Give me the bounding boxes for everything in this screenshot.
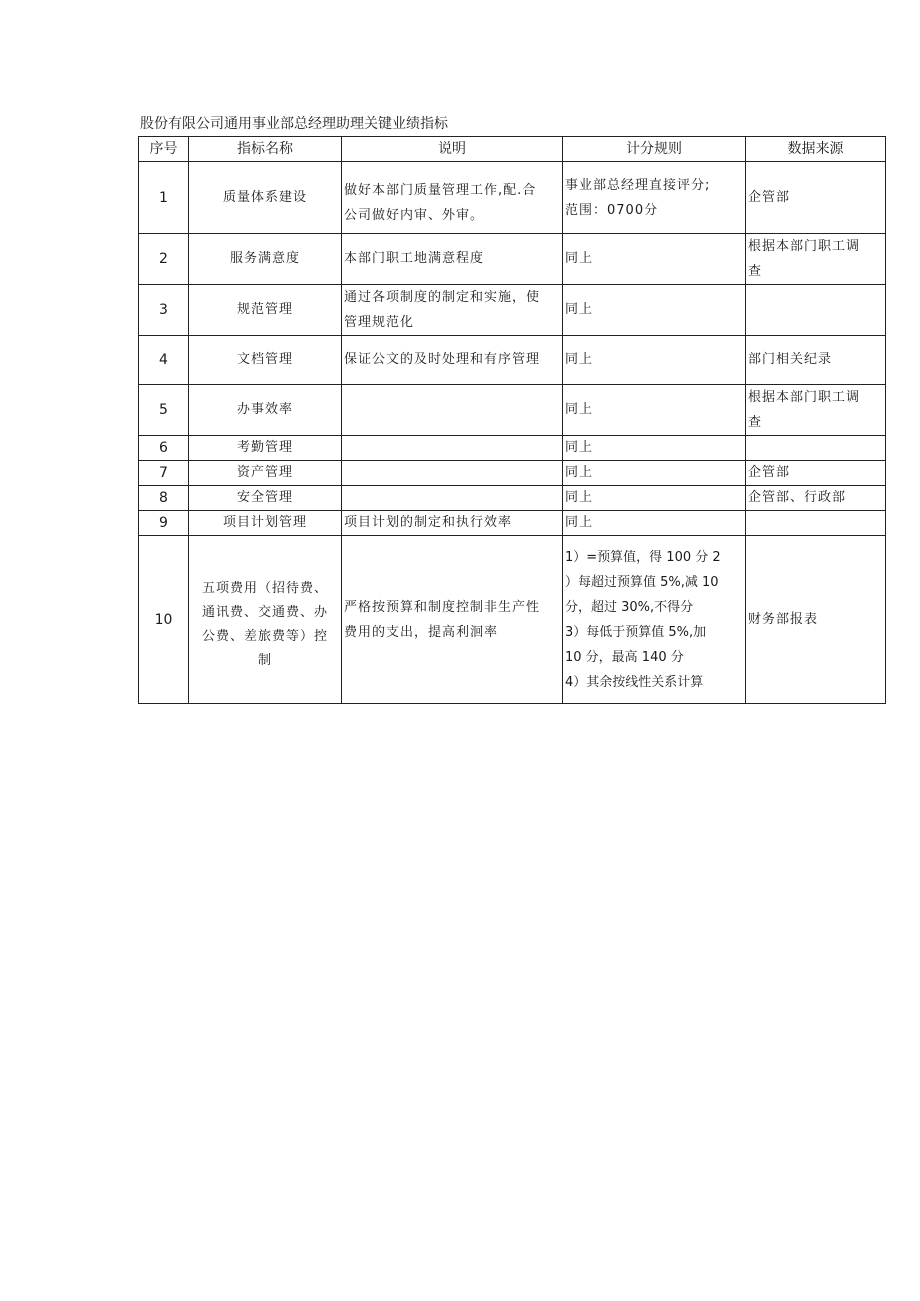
row-name-line: 公费、差旅费等）控 <box>201 628 328 644</box>
row-no: 8 <box>139 486 189 511</box>
table-header-row <box>139 137 886 162</box>
table-row <box>139 536 886 704</box>
row-source-line: 查 <box>748 415 763 430</box>
row-description-line: 公司做好内审、外审。 <box>344 207 485 223</box>
row-description-line: 管理规范化 <box>344 315 415 330</box>
row-no: 5 <box>139 385 189 436</box>
row-source-line: 根据本部门职工调 <box>748 390 861 405</box>
row-name-line: 五项费用（招待费、 <box>201 580 328 596</box>
row-rule-line: ）每超过预算值 5%,减 10 <box>565 574 719 590</box>
row-scoring-rule: 同上 <box>563 234 746 285</box>
row-name: 质量体系建设 <box>189 162 342 234</box>
row-name-line: 制 <box>257 652 272 668</box>
row-scoring-rule: 同上 <box>563 461 746 486</box>
table-row <box>139 234 886 285</box>
row-rule-line: 4）其余按线性关系计算 <box>565 674 704 690</box>
row-name: 办事效率 <box>189 385 342 436</box>
row-scoring-rule: 同上 <box>563 511 746 536</box>
row-data-source: 财务部报表 <box>746 536 886 704</box>
row-data-source <box>746 385 886 436</box>
row-rule-line: 事业部总经理直接评分; <box>565 177 711 193</box>
header-description: 说明 <box>342 137 563 162</box>
row-description-line: 做好本部门质量管理工作,配.合 <box>344 182 537 198</box>
row-scoring-rule: 同上 <box>563 486 746 511</box>
row-data-source <box>746 436 886 461</box>
row-data-source <box>746 234 886 285</box>
row-data-source: 企管部 <box>746 461 886 486</box>
row-rule-line: 3）每低于预算值 5%,加 <box>565 624 707 640</box>
row-name: 项目计划管理 <box>189 511 342 536</box>
row-no: 9 <box>139 511 189 536</box>
row-description <box>342 436 563 461</box>
table-row <box>139 486 886 511</box>
row-no: 4 <box>139 336 189 385</box>
row-rule-line: 1）=预算值，得 100 分 2 <box>565 549 721 565</box>
row-no: 3 <box>139 285 189 336</box>
row-description <box>342 162 563 234</box>
row-source-line: 查 <box>748 264 763 279</box>
kpi-table <box>138 136 886 704</box>
table-row <box>139 336 886 385</box>
row-no: 6 <box>139 436 189 461</box>
row-description: 项目计划的制定和执行效率 <box>342 511 563 536</box>
row-scoring-rule <box>563 162 746 234</box>
row-name: 规范管理 <box>189 285 342 336</box>
row-data-source <box>746 511 886 536</box>
row-name: 服务满意度 <box>189 234 342 285</box>
row-description-line: 通过各项制度的制定和实施，使 <box>344 290 541 305</box>
row-name: 资产管理 <box>189 461 342 486</box>
row-data-source: 企管部、行政部 <box>746 486 886 511</box>
row-rule-line: 10 分，最高 140 分 <box>565 649 684 665</box>
row-name: 考勤管理 <box>189 436 342 461</box>
row-name: 文档管理 <box>189 336 342 385</box>
row-description <box>342 536 563 704</box>
row-scoring-rule: 同上 <box>563 385 746 436</box>
header-no: 序号 <box>139 137 189 162</box>
table-row <box>139 162 886 234</box>
row-description <box>342 486 563 511</box>
row-description <box>342 385 563 436</box>
table-row <box>139 285 886 336</box>
row-description-line: 费用的支出，提高利洄率 <box>344 624 499 640</box>
row-no: 7 <box>139 461 189 486</box>
header-data-source: 数据来源 <box>746 137 886 162</box>
row-description <box>342 461 563 486</box>
row-description: 保证公文的及时处理和有序管理 <box>342 336 563 385</box>
table-row <box>139 461 886 486</box>
document-title: 股份有限公司通用事业部总经理助理关键业绩指标 <box>140 116 448 132</box>
table-row <box>139 385 886 436</box>
row-scoring-rule: 同上 <box>563 336 746 385</box>
row-data-source: 部门相关纪录 <box>746 336 886 385</box>
row-no: 2 <box>139 234 189 285</box>
row-rule-line: 范围：0700分 <box>565 202 659 218</box>
row-description: 本部门职工地满意程度 <box>342 234 563 285</box>
row-data-source: 企管部 <box>746 162 886 234</box>
header-indicator-name: 指标名称 <box>189 137 342 162</box>
row-name: 安全管理 <box>189 486 342 511</box>
row-no: 1 <box>139 162 189 234</box>
row-scoring-rule: 同上 <box>563 436 746 461</box>
row-description-line: 严格按预算和制度控制非生产性 <box>344 599 541 615</box>
row-source-line: 根据本部门职工调 <box>748 239 861 254</box>
row-name <box>189 536 342 704</box>
row-scoring-rule: 同上 <box>563 285 746 336</box>
row-scoring-rule <box>563 536 746 704</box>
row-description <box>342 285 563 336</box>
row-rule-line: 分，超过 30%,不得分 <box>565 599 694 615</box>
table-row <box>139 511 886 536</box>
row-name-line: 通讯费、交通费、办 <box>201 604 328 620</box>
table-row <box>139 436 886 461</box>
row-no: 10 <box>139 536 189 704</box>
row-data-source <box>746 285 886 336</box>
header-scoring-rule: 计分规则 <box>563 137 746 162</box>
